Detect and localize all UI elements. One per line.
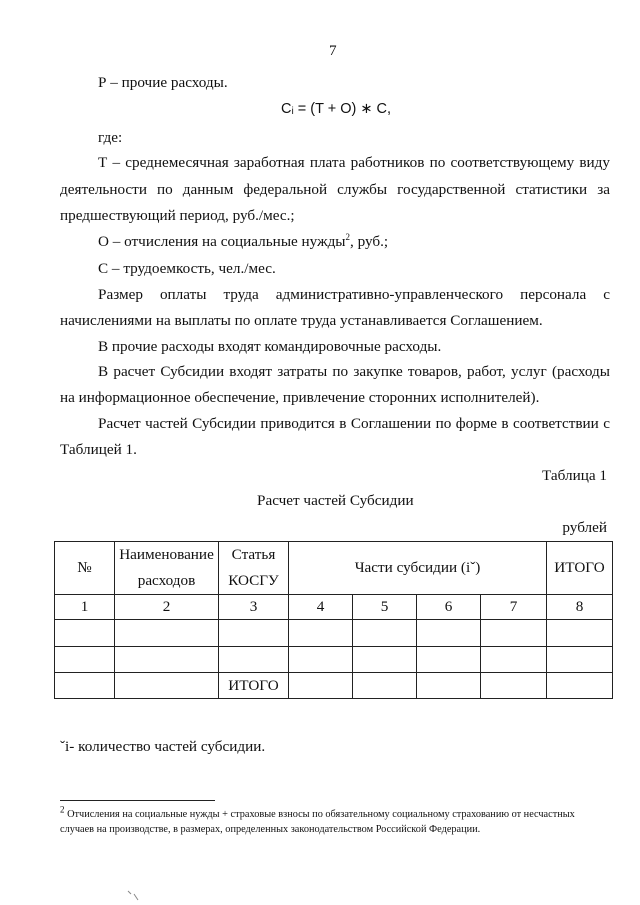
table-cell — [219, 620, 289, 647]
table-cell — [481, 620, 547, 647]
column-number-cell: 7 — [481, 595, 547, 620]
header-total: ИТОГО — [547, 542, 613, 595]
table-total-row — [55, 673, 613, 699]
header-expense-name — [115, 542, 219, 595]
header-subsidy-parts: Части субсидии (iˇ) — [289, 542, 547, 595]
column-number-cell: 8 — [547, 595, 613, 620]
c-definition-line: С – трудоемкость, чел./мес. — [98, 260, 276, 277]
admin-pay-line-2: начислениями на выплаты по оплате труда устанавливается Соглашением. — [60, 312, 543, 329]
subsidy-parts-table — [54, 541, 613, 699]
table-cell — [219, 647, 289, 673]
table-cell — [417, 620, 481, 647]
other-expenses-line: Р – прочие расходы. — [98, 74, 228, 91]
table-cell — [547, 620, 613, 647]
o-definition-text: О – отчисления на социальные нужды — [98, 233, 346, 250]
table-cell — [547, 673, 613, 699]
t-definition-line-2: деятельности по данным федеральной службы государственной статистики за — [60, 181, 610, 198]
column-number-row — [55, 595, 613, 620]
column-number-cell: 1 — [55, 595, 115, 620]
table-cell — [353, 647, 417, 673]
total-row-label: ИТОГО — [219, 673, 289, 699]
formula: Cᵢ = (T + O) ∗ C, — [281, 101, 392, 117]
table-cell — [353, 673, 417, 699]
footnote-text: Отчисления на социальные нужды + страховые взносы по обязательному социальному страхованию от несчастных — [67, 809, 575, 820]
calc-parts-line-1: Расчет частей Субсидии приводится в Соглашении по форме в соответствии с — [98, 415, 610, 432]
table-header-row — [55, 542, 613, 595]
t-definition-line-1: Т – среднемесячная заработная плата работников по соответствующему виду — [98, 154, 610, 171]
table-cell — [481, 647, 547, 673]
table-cell — [417, 647, 481, 673]
page-number: 7 — [329, 42, 337, 59]
admin-pay-line-1: Размер оплаты труда административно-управленческого персонала с — [98, 286, 610, 303]
parts-count-note: ˇi- количество частей субсидии. — [60, 738, 266, 755]
table-cell — [115, 620, 219, 647]
footnote-line-1 — [60, 804, 575, 822]
column-number-cell: 5 — [353, 595, 417, 620]
subsidy-costs-line-2: на информационное обеспечение, привлечение сторонних исполнителей). — [60, 389, 540, 406]
header-number: № — [55, 542, 115, 595]
table-title: Расчет частей Субсидии — [257, 492, 414, 509]
header-kosgu-line-2: КОСГУ — [228, 572, 279, 589]
header-expense-name-line-1: Наименование — [119, 546, 214, 563]
header-kosgu — [219, 542, 289, 595]
table-cell — [289, 620, 353, 647]
footnote-line-2: случаев на производстве, в размерах, определенных законодательством Российской Федерации. — [60, 824, 481, 835]
table-cell — [55, 620, 115, 647]
travel-expenses-line: В прочие расходы входят командировочные расходы. — [98, 338, 442, 355]
footnote-ref: 2 — [345, 231, 351, 242]
table-cell — [547, 647, 613, 673]
t-definition-line-3: предшествующий период, руб./мес.; — [60, 207, 295, 224]
footnote-separator — [60, 800, 215, 801]
table-row — [55, 620, 613, 647]
table-cell — [55, 673, 115, 699]
table-cell — [289, 647, 353, 673]
header-kosgu-line-1: Статья — [231, 546, 276, 563]
o-definition-tail: , руб.; — [350, 233, 389, 250]
table-label: Таблица 1 — [542, 467, 607, 484]
table-cell — [481, 673, 547, 699]
table-cell — [115, 647, 219, 673]
subsidy-costs-line-1: В расчет Субсидии входят затраты по закупке товаров, работ, услуг (расходы — [98, 363, 610, 380]
units-label: рублей — [562, 519, 607, 536]
scan-mark — [126, 888, 144, 902]
column-number-cell: 2 — [115, 595, 219, 620]
calc-parts-line-2: Таблицей 1. — [60, 441, 137, 458]
table-cell — [115, 673, 219, 699]
table-cell — [55, 647, 115, 673]
table-cell — [417, 673, 481, 699]
where-label: где: — [98, 129, 123, 146]
table-cell — [289, 673, 353, 699]
table-cell — [353, 620, 417, 647]
header-expense-name-line-2: расходов — [137, 572, 196, 589]
column-number-cell: 3 — [219, 595, 289, 620]
table-row — [55, 647, 613, 673]
column-number-cell: 4 — [289, 595, 353, 620]
column-number-cell: 6 — [417, 595, 481, 620]
footnote-marker: 2 — [60, 804, 65, 815]
o-definition-line — [98, 232, 388, 251]
